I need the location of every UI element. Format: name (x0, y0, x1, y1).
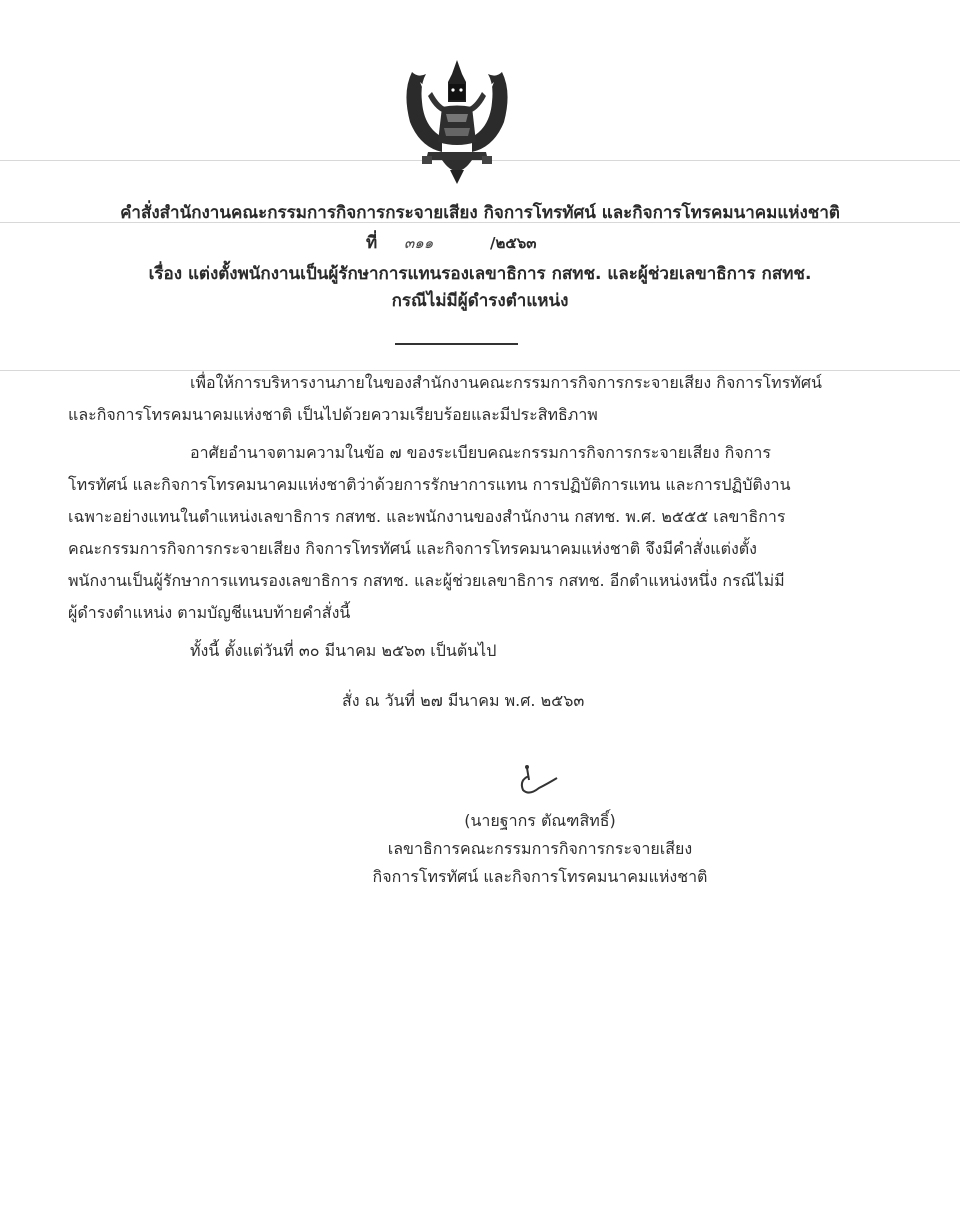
paragraph-2-line: อาศัยอำนาจตามความในข้อ ๗ ของระเบียบคณะกรรมการกิจการกระจายเสียง กิจการ (190, 443, 771, 462)
order-title: คำสั่งสำนักงานคณะกรรมการกิจการกระจายเสียง กิจการโทรทัศน์ และกิจการโทรคมนาคมแห่งชาติ (120, 203, 840, 223)
effective-date-line: ทั้งนี้ ตั้งแต่วันที่ ๓๐ มีนาคม ๒๕๖๓ เป็นต้นไป (190, 641, 497, 660)
title-separator (395, 343, 518, 345)
order-number-label: ที่ (366, 233, 378, 253)
paragraph-2-line: พนักงานเป็นผู้รักษาการแทนรองเลขาธิการ กสทช. และผู้ช่วยเลขาธิการ กสทช. อีกตำแหน่งหนึ่ง กรณีไม่มี (68, 571, 785, 590)
subject-line-1: เรื่อง แต่งตั้งพนักงานเป็นผู้รักษาการแทนรองเลขาธิการ กสทช. และผู้ช่วยเลขาธิการ กสทช. (148, 264, 812, 284)
signature-icon (515, 762, 565, 802)
scan-artifact-line (0, 370, 960, 371)
paragraph-2-line: ผู้ดำรงตำแหน่ง ตามบัญชีแนบท้ายคำสั่งนี้ (68, 603, 351, 622)
signatory-position-line-1: เลขาธิการคณะกรรมการกิจการกระจายเสียง (387, 839, 693, 858)
paragraph-2-line: โทรทัศน์ และกิจการโทรคมนาคมแห่งชาติว่าด้วยการรักษาการแทน การปฏิบัติการแทน และการปฏิบัติงาน (68, 475, 791, 494)
order-number-value: ๓๑๑ (404, 234, 434, 252)
order-date-line: สั่ง ณ วันที่ ๒๗ มีนาคม พ.ศ. ๒๕๖๓ (342, 691, 585, 710)
paragraph-2-line: คณะกรรมการกิจการกระจายเสียง กิจการโทรทัศน์ และกิจการโทรคมนาคมแห่งชาติ จึงมีคำสั่งแต่งตั้ง (68, 539, 757, 558)
paragraph-1-line: และกิจการโทรคมนาคมแห่งชาติ เป็นไปด้วยความเรียบร้อยและมีประสิทธิภาพ (68, 405, 598, 424)
order-number-year: /๒๕๖๓ (490, 234, 537, 252)
paragraph-2-line: เฉพาะอย่างแทนในตำแหน่งเลขาธิการ กสทช. และพนักงานของสำนักงาน กสทช. พ.ศ. ๒๕๕๕ เลขาธิการ (68, 507, 786, 526)
subject-line-2: กรณีไม่มีผู้ดำรงตำแหน่ง (391, 291, 569, 311)
signatory-name: (นายฐากร ตัณฑสิทธิ์) (464, 811, 616, 830)
paragraph-1-line: เพื่อให้การบริหารงานภายในของสำนักงานคณะกรรมการกิจการกระจายเสียง กิจการโทรทัศน์ (190, 373, 822, 392)
garuda-emblem-icon (392, 52, 522, 192)
signatory-position-line-2: กิจการโทรทัศน์ และกิจการโทรคมนาคมแห่งชาติ (372, 867, 708, 886)
